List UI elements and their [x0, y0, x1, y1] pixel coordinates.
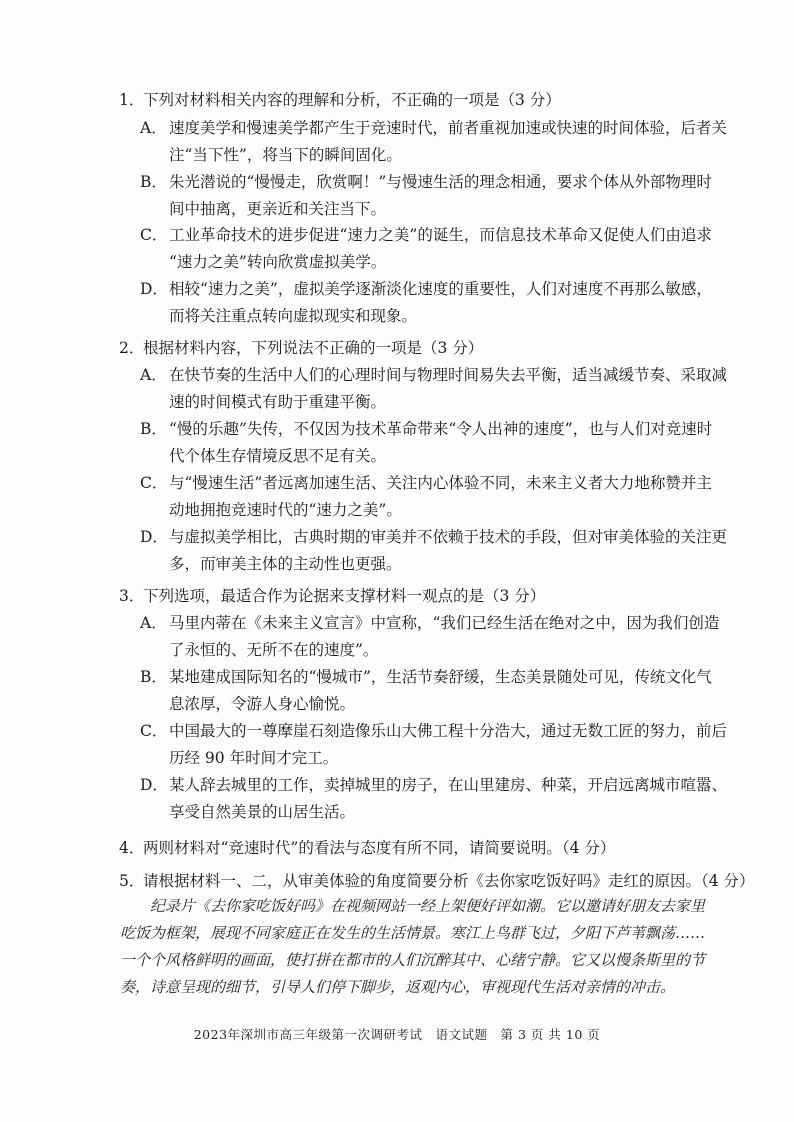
- option-text: 历经 90 年时间才完工。: [169, 749, 339, 767]
- question-stem: 下列选项，最适合作为论据来支撑材料一观点的是（3 分）: [143, 587, 546, 605]
- question-stem: 请根据材料一、二，从审美体验的角度简要分析《去你家吃饭好吗》走红的原因。（4 分）: [143, 872, 755, 890]
- option-text: “慢的乐趣”失传，不仅因为技术革命带来“令人出神的速度”，也与人们对竞速时: [169, 420, 713, 438]
- question-number: 1．: [119, 91, 145, 109]
- option-text: 朱光潜说的“慢慢走，欣赏啊！”与慢速生活的理念相通，要求个体从外部物理时: [169, 173, 712, 191]
- question-4: [119, 836, 739, 861]
- option-text: 速度美学和慢速美学都产生于竞速时代，前者重视加速或快速的时间体验，后者关: [169, 119, 728, 137]
- option-1b: [140, 169, 740, 223]
- option-text: 相较“速力之美”，虚拟美学逐渐淡化速度的重要性，人们对速度不再那么敏感，: [169, 280, 712, 298]
- question-3: [119, 584, 739, 609]
- option-1a: [140, 115, 740, 169]
- option-text: 马里内蒂在《未来主义宣言》中宣称，“我们已经生活在绝对之中，因为我们创造: [169, 614, 720, 632]
- option-letter: C．: [140, 474, 168, 492]
- option-3c: [140, 718, 740, 772]
- option-letter: C．: [140, 722, 168, 740]
- option-text: “速力之美”转向欣赏虚拟美学。: [169, 253, 387, 271]
- option-2d: [140, 524, 740, 578]
- option-letter: B．: [140, 173, 167, 191]
- option-text: 息浓厚，令游人身心愉悦。: [169, 695, 356, 713]
- question-number: 5．: [119, 872, 145, 890]
- option-3b: [140, 664, 740, 718]
- option-3d: [140, 772, 740, 826]
- option-text: 某人辞去城里的工作，卖掉城里的房子，在山里建房、种菜，开启远离城市喧嚣、: [169, 776, 728, 794]
- option-text: 代个体生存情境反思不足有关。: [169, 447, 387, 465]
- option-text: 注“当下性”，将当下的瞬间固化。: [169, 146, 402, 164]
- question-number: 4．: [119, 839, 145, 857]
- option-letter: D．: [140, 776, 168, 794]
- option-text: 在快节奏的生活中人们的心理时间与物理时间易失去平衡，适当减缓节奏、采取减: [169, 366, 728, 384]
- question-number: 3．: [119, 587, 145, 605]
- question-5: [119, 869, 755, 894]
- question-2: [119, 336, 739, 361]
- option-2b: [140, 416, 740, 470]
- option-3a: [140, 610, 740, 664]
- option-1d: [140, 276, 740, 330]
- option-letter: C．: [140, 226, 168, 244]
- option-text: 某地建成国际知名的“慢城市”，生活节奏舒缓，生态美景随处可见，传统文化气: [169, 668, 712, 686]
- option-text: 了永恒的、无所不在的速度”。: [169, 641, 379, 659]
- material-line: 一个个风格鲜明的画面，使打拼在都市的人们沉醉其中、心绪宁静。它又以慢条斯里的节: [120, 951, 706, 969]
- option-text: 中国最大的一尊摩崖石刻造像乐山大佛工程十分浩大，通过无数工匠的努力，前后: [169, 722, 728, 740]
- option-text: 动地拥抱竞速时代的“速力之美”。: [169, 501, 402, 519]
- option-text: 与虚拟美学相比，古典时期的审美并不依赖于技术的手段，但对审美体验的关注更: [169, 528, 728, 546]
- question-stem: 两则材料对“竞速时代”的看法与态度有所不同，请简要说明。（4 分）: [143, 839, 616, 857]
- option-text: 与“慢速生活”者远离加速生活、关注内心体验不同，未来主义者大力地称赞并主: [169, 474, 712, 492]
- option-text: 而将关注重点转向虚拟现实和现象。: [169, 307, 418, 325]
- option-text: 多，而审美主体的主动性也更强。: [169, 555, 402, 573]
- question-1: [119, 88, 739, 113]
- option-letter: A．: [140, 366, 167, 384]
- option-letter: D．: [140, 528, 168, 546]
- option-letter: B．: [140, 420, 167, 438]
- material-line: 纪录片《去你家吃饭好吗》在视频网站一经上架便好评如潮。它以邀请好朋友去家里: [120, 897, 706, 915]
- question-stem: 下列对材料相关内容的理解和分析，不正确的一项是（3 分）: [143, 91, 561, 109]
- question-number: 2．: [119, 339, 145, 357]
- option-text: 速的时间模式有助于重建平衡。: [169, 393, 387, 411]
- material-paragraph: [120, 893, 740, 1001]
- option-letter: A．: [140, 119, 167, 137]
- option-text: 享受自然美景的山居生活。: [169, 803, 356, 821]
- question-stem: 根据材料内容，下列说法不正确的一项是（3 分）: [143, 339, 484, 357]
- option-2c: [140, 470, 740, 524]
- option-text: 间中抽离，更亲近和关注当下。: [169, 200, 387, 218]
- option-letter: B．: [140, 668, 167, 686]
- option-text: 工业革命技术的进步促进“速力之美”的诞生，而信息技术革命又促使人们由追求: [169, 226, 712, 244]
- option-1c: [140, 222, 740, 276]
- option-letter: D．: [140, 280, 168, 298]
- material-line: 吃饭为框架，展现不同家庭正在发生的生活情景。寒江上鸟群飞过，夕阳下芦苇飘荡……: [120, 924, 706, 942]
- option-2a: [140, 362, 740, 416]
- option-letter: A．: [140, 614, 167, 632]
- material-line: 奏，诗意呈现的细节，引导人们停下脚步，返观内心，审视现代生活对亲情的冲击。: [120, 978, 676, 996]
- page-footer: 2023年深圳市高三年级第一次调研考试 语文试题 第 3 页 共 10 页: [193, 1027, 601, 1042]
